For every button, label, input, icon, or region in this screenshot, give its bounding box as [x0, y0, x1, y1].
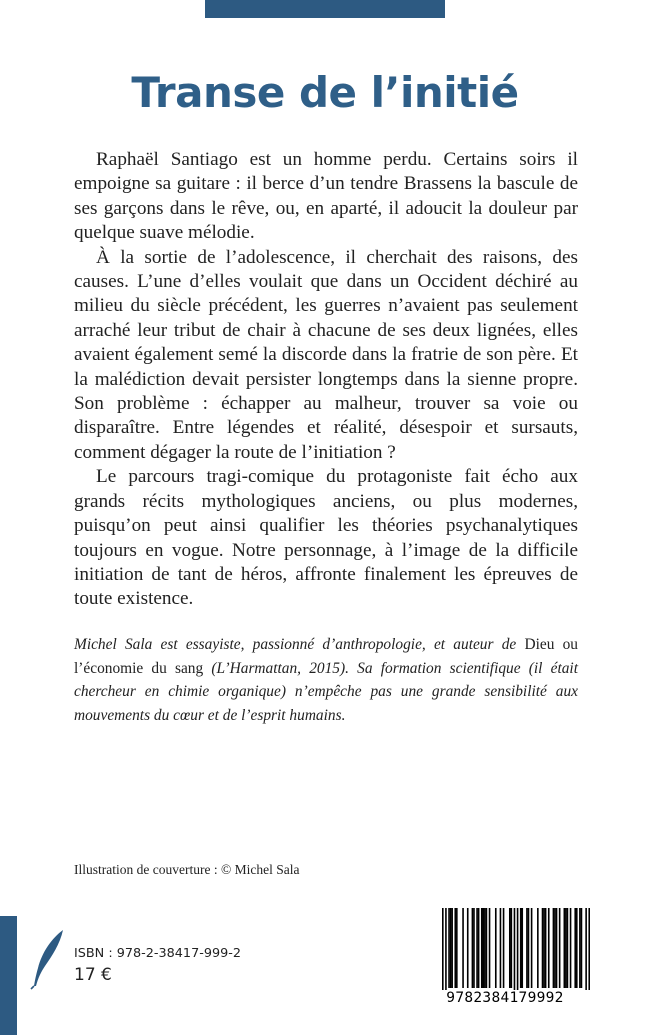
barcode-bar — [478, 908, 480, 988]
barcode-bar — [543, 908, 545, 988]
barcode-bar — [514, 908, 516, 996]
barcode-bar — [483, 908, 485, 988]
barcode-bar — [509, 908, 511, 988]
cover-illustration-credit: Illustration de couverture : © Michel Sala — [74, 862, 300, 877]
ean-barcode — [420, 908, 590, 1003]
barcode-bar — [528, 908, 530, 988]
barcode-bar — [556, 908, 558, 988]
barcode-bar — [511, 908, 513, 988]
barcode-bar — [503, 908, 505, 988]
author-bio-rest: (L’Harmattan, 2015). Sa formation scientifique (il était chercheur en chimie organique) n’empêche pas une grande sensibilité aux mouvements du cœur et de l’esprit humains. — [74, 659, 578, 724]
barcode-bar — [456, 908, 458, 988]
barcode-number: 9782384179992 — [420, 990, 590, 1006]
barcode-bar — [553, 908, 555, 988]
barcode-bar — [484, 908, 486, 988]
barcode-bar — [521, 908, 523, 988]
price: 17 € — [74, 965, 112, 985]
barcode-bar — [574, 908, 576, 988]
barcode-bar — [537, 908, 539, 988]
feather-quill-icon — [28, 928, 68, 990]
barcode-bar — [567, 908, 569, 988]
barcode-bar — [442, 908, 444, 996]
barcode-bar — [531, 908, 533, 988]
isbn: ISBN : 978-2-38417-999-2 — [74, 946, 242, 961]
barcode-bar — [454, 908, 456, 988]
barcode-bar — [467, 908, 469, 988]
book-summary — [74, 148, 578, 612]
author-previous-book-title: Dieu ou l’économie du sang — [74, 636, 579, 677]
barcode-bar — [462, 908, 464, 988]
barcode-bar — [576, 908, 578, 988]
barcode-bar — [559, 908, 561, 988]
barcode-bar — [579, 908, 581, 988]
barcode-bar — [565, 908, 567, 988]
top-accent-bar — [205, 0, 445, 18]
barcode-bar — [472, 908, 474, 988]
barcode-bar — [581, 908, 583, 988]
barcode-bar — [448, 908, 450, 988]
barcode-bar — [585, 908, 587, 996]
summary-paragraph: Le parcours tragi-comique du protagoniste fait écho aux grands récits mythologiques anciens, ou plus modernes, puisqu’on peut ainsi qualifier les théories psychanalytiques toujours en vogue. Notre personnage, à l’image de la difficile initiation de tant de héros, affronte finalement les épreuves de toute existence. — [74, 466, 578, 610]
barcode-bar — [570, 908, 572, 988]
author-bio — [74, 633, 578, 727]
barcode-bar — [588, 908, 590, 996]
barcode-bar — [542, 908, 544, 988]
bottom-left-accent-bar — [0, 916, 17, 1035]
barcode-bar — [545, 908, 547, 988]
barcode-bar — [476, 908, 478, 988]
barcode-bar — [445, 908, 447, 996]
barcode-bar — [564, 908, 566, 988]
barcode-bar — [500, 908, 502, 988]
barcode-bar — [450, 908, 452, 988]
barcode-bar — [486, 908, 488, 988]
barcode-bar — [517, 908, 519, 996]
author-bio-intro: Michel Sala est essayiste, passionné d’anthropologie, et auteur de — [74, 636, 525, 653]
summary-paragraph: À la sortie de l’adolescence, il cherchait des raisons, des causes. L’une d’elles voulait que dans un Occident déchiré au milieu du siècle précédent, les guerres n’avaient pas seulement arraché leur tribut de chair à chacune de ses deux lignées, elles avaient également semé la discorde dans la fratrie de son père. Et la malédiction devait persister longtemps dans la sienne propre. Son problème : échapper au malheur, trouver sa voie ou disparaître. Entre légendes et réalité, désespoir et sursauts, comment dégager la route de l’initiation ? — [74, 246, 578, 463]
barcode-bar — [548, 908, 550, 988]
book-title: Transe de l’initié — [131, 68, 519, 117]
barcode-bar — [495, 908, 497, 988]
summary-paragraph: Raphaël Santiago est un homme perdu. Certains soirs il empoigne sa guitare : il berce d’un tendre Brassens la bascule de ses garçons dans le rêve, ou, en aparté, il adoucit la douleur par quelque suave mélodie. — [74, 149, 578, 244]
barcode-bar — [526, 908, 528, 988]
barcode-bar — [473, 908, 475, 988]
barcode-bar — [520, 908, 522, 988]
barcode-bar — [554, 908, 556, 988]
barcode-bar — [489, 908, 491, 988]
barcode-bar — [481, 908, 483, 988]
barcode-bar — [451, 908, 453, 988]
